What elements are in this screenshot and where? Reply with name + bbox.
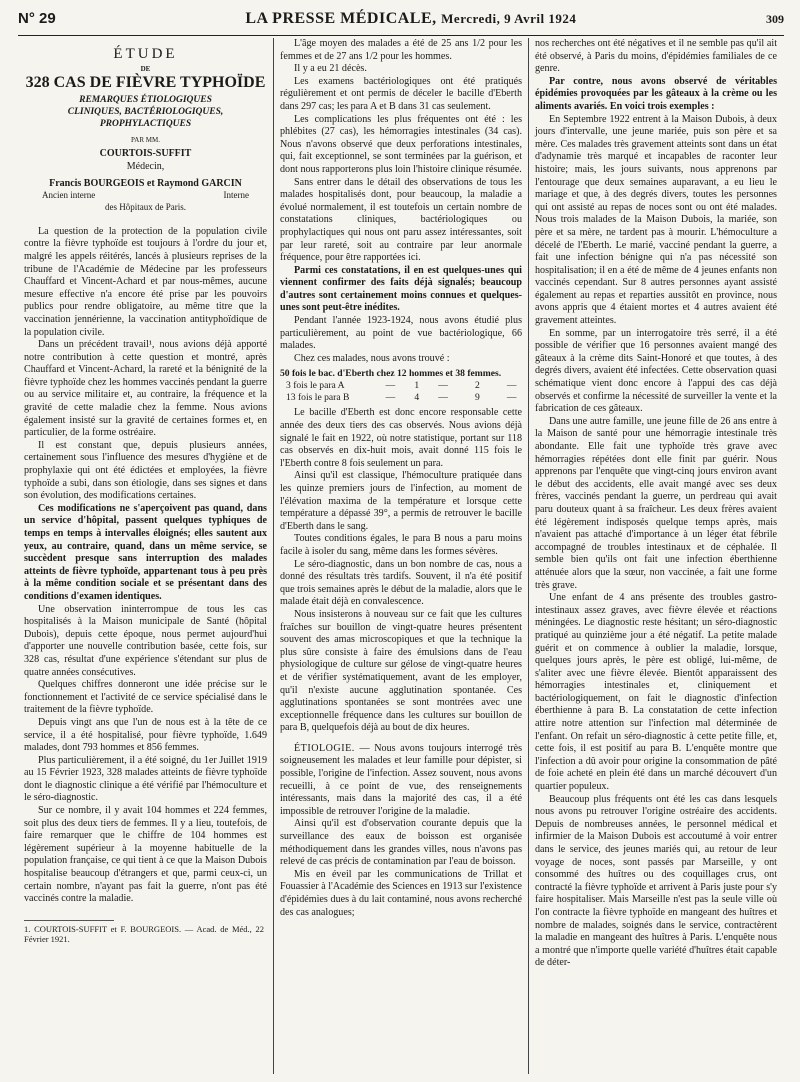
table-row-label: 13 fois le para B [286, 392, 350, 404]
article-title-block [24, 38, 267, 214]
article-title: 328 CAS DE FIÈVRE TYPHOÏDE [25, 74, 266, 92]
etiology-text: — Nous avons toujours interrogé très soigneusement les malades et leur famille pour dépister, si possible, l'origine de l'infection. Assez souvent, nous avons recueilli, à ce point de vue, des renseignements intéressants, mais dans la majorité des cas, il a été impossible de retrouver l'origine de la maladie. [280, 742, 522, 817]
table-men: 1 [414, 380, 420, 392]
table-dash: — [438, 392, 448, 404]
table-row [280, 380, 522, 392]
issue-number: N° 29 [18, 10, 56, 27]
col3-paragraph: Une enfant de 4 ans présente des troubles gastro-intestinaux assez graves, avec fièvre élevée et réactions méningées. Le diagnostic reste hésitant; un séro-diagnostic pratiqué au quinzième jour a été négatif. La petite malade guérit et on commence à oublier la maladie, lorsque, quelques jours après, le père est obligé, lui-même, de s'aliter avec une fièvre élevée. Bientôt apparaissent des hémorragies intestinales et, cliniquement et bactériologiquement, on fait le diagnostic d'infection éberthienne à para B. La constatation de cette infection attire notre attention sur l'infection mal déterminée de l'enfant. On refait un séro-diagnostic à cette petite fille, et, cette fois, il est positif au para B. L'enquête montre que l'infection a dû avoir pour origine la consommation de pâté de foie acheté en plein été dans un marché découvert d'un quartier populeux. [535, 592, 777, 793]
col1-paragraph: Quelques chiffres donneront une idée précise sur le fonctionnement et l'activité de ce service spécialisé dans le traitement de la fièvre typhoïde. [24, 679, 267, 716]
col1-paragraph: La question de la protection de la population civile contre la fièvre typhoïde est toujours à l'ordre du jour et, malgré les appels réitérés, lancés à plusieurs reprises de la tribune de l'Académie de Médecine par les professeurs Chauffard et Vincent-Achard et par nous-mêmes, aucune mesure effective n'a encore été prise par les pouvoirs publics pour rendre obligatoire, au même titre que la vaccination jennérienne, la vaccination antityphoïdique de la population civile. [24, 225, 267, 338]
table-women: 9 [474, 392, 480, 404]
col2-paragraph: Ainsi qu'il est classique, l'hémoculture pratiquée dans les quinze premiers jours de l'infection, au moment de l'élévation maxima de la température et lorsque cette température a dépassé 39°, a permis de retrouver le bacille d'Eberth dans le sang. [280, 470, 522, 532]
page-number: 309 [766, 12, 784, 26]
byline-par: PAR MM. [131, 135, 160, 144]
col3-paragraph: Par contre, nous avons observé de véritables épidémies provoquées par les gâteaux à la crème ou les aliments avariés. En voici trois exemples : [535, 75, 777, 112]
table-dash: — [385, 392, 396, 404]
coauthors: Francis BOURGEOIS et Raymond GARCIN [49, 177, 242, 189]
col1-paragraph: Ces modifications ne s'aperçoivent pas quand, dans un service d'hôpital, passent quelques typhiques de temps en temps à intervalles éloignés; elles sautent aux yeux, au contraire, quand, dans un même service, se succèdent presque sans interruption des malades atteints de fièvre typhoïde, appartenant tous à peu près à la même condition sociale et se présentant dans des conditions d'examen identiques. [24, 502, 267, 602]
column-1 [18, 38, 273, 1074]
journal-title-line [245, 10, 576, 28]
col1-paragraph: Sur ce nombre, il y avait 104 hommes et 224 femmes, soit plus des deux tiers de femmes. Il y a lieu, toutefois, de faire remarquer que le chiffre de 104 hommes est légèrement supérieur à la moyenne habituelle de la population française, ce qui tient à ce que la Maison Dubois hospitalise beaucoup d'étrangers et que, parmi ceux-ci, un certain nombre, n'ayant pas fait la guerre, n'ont pas été vaccinés contre la maladie. [24, 805, 267, 905]
table-dash: — [438, 380, 448, 392]
author-1: COURTOIS-SUFFIT [99, 148, 192, 160]
running-head [18, 10, 784, 36]
col1-paragraph: Il est constant que, depuis plusieurs années, certainement sous l'influence des mesures d'hygiène et de prophylaxie qui ont été édictées et employées, la fièvre typhoïde a subi, dans son étiologie, dans ses signes et dans son évolution, des modifications certaines. [24, 439, 267, 502]
col2-paragraph: L'âge moyen des malades a été de 25 ans 1/2 pour les femmes et de 27 ans 1/2 pour les hommes. [280, 38, 522, 62]
issue-date: Mercredi, 9 Avril 1924 [441, 11, 577, 26]
col3-paragraph: En Septembre 1922 entrent à la Maison Dubois, à deux jours d'intervalle, une jeune mariée, puis son père et sa mère. Ces malades très gravement atteints sont dans un état d'adynamie très marqué et incapables de raconter leur histoire; mais, les jours suivants, nous apprenons par l'entourage que deux semaines auparavant, a eu lieu le mariage et que, à des degrés divers, toutes les personnes qui ont assisté au repas de noces sont ou ont été malades. Nous trois malades de la Maison Dubois, la mariée, son père et sa mère, ne tardent pas à mourir. L'hémoculture a décelé de l'Eberth. Le marié, vacciné pendant la guerre, a fait une infection bénigne qui n'a pas nécessité son hospitalisation; il en a été de même de 4 jeunes enfants non vaccinés cependant. Sur 8 autres personnes ayant assisté également au repas et reparties aussitôt en province, nous avons appris que 4 étaient mortes et 4 autres avaient été gravement atteintes. [535, 113, 777, 327]
etiology-paragraph [280, 743, 522, 819]
article-subtitle-1: REMARQUES ÉTIOLOGIQUES [79, 94, 212, 105]
col2-paragraph: Pendant l'année 1923-1924, nous avons étudié plus particulièrement, au point de vue bactériologique, 66 malades. [280, 315, 522, 352]
column-2 [273, 38, 528, 1074]
article-columns [18, 38, 784, 1074]
table-women: 2 [474, 380, 480, 392]
col2-paragraph: Parmi ces constatations, il en est quelques-unes qui viennent confirmer des faits déjà signalés; beaucoup d'autres sont certainement moins connues et quelques-unes sont peut-être inédites. [280, 264, 522, 314]
table-row-label: 3 fois le para A [286, 380, 345, 392]
col3-paragraph: En somme, par un interrogatoire très serré, il a été possible de vérifier que 16 personnes avaient mangé des gâteaux à la crème dits Saint-Honoré et que toutes, à des degrés divers, avaient été infectées. Cette observation quasi schématique vient donc encore à l'appui des cas déjà observés et confirme la nécessité de surveiller la vente et la fabrication de ces gâteaux. [535, 327, 777, 415]
table-dash: — [385, 380, 396, 392]
journal-page [18, 10, 784, 1074]
affiliations [24, 190, 267, 201]
col2-paragraph: Ainsi qu'il est d'observation courante depuis que la surveillance des eaux de boisson est organisée méthodiquement dans les grandes villes, nous n'avons pas relevé de cas précis de contamination par l'eau de boisson. [280, 818, 522, 868]
col2-paragraph: Chez ces malades, nous avons trouvé : [294, 352, 450, 364]
table-row [280, 392, 522, 404]
table-head: 50 fois le bac. d'Eberth chez 12 hommes et 38 femmes. [280, 368, 502, 380]
col1-paragraph: Depuis vingt ans que l'un de nous est à la tête de ce service, il a été hospitalisé, pour fièvre typhoïde, 1.649 malades, dont 793 hommes et 856 femmes. [24, 716, 267, 754]
col2-paragraph: Il y a eu 21 décès. [294, 63, 367, 75]
bacteriology-table [280, 368, 522, 404]
col2-paragraph: Mis en éveil par les communications de Trillat et Fouassier à l'Académie des Sciences en 1913 sur l'existence d'épidémies dues à du lait contaminé, nous avons recherché des cas analogues; [280, 868, 522, 918]
col2-paragraph: Toutes conditions égales, le para B nous a paru moins facile à isoler du sang, même dans les formes sévères. [280, 533, 522, 557]
affiliation-hospital: des Hôpitaux de Paris. [105, 202, 186, 213]
affiliation-left: Ancien interne [42, 190, 96, 201]
etiology-heading: ÉTIOLOGIE. [294, 742, 355, 754]
table-dash: — [506, 392, 517, 404]
table-men: 4 [414, 392, 420, 404]
title-de: DE [140, 64, 151, 73]
journal-name: LA PRESSE MÉDICALE, [245, 10, 437, 27]
col3-paragraph: Beaucoup plus fréquents ont été les cas dans lesquels nous avons pu retrouver l'origine ostréaire des accidents. Depuis de nombreuses années, le personnel médical et infirmier de la Maison Dubois est accoutumé à voir entrer dans le service, des jeunes mariés qui, au retour de leur voyage de noces, sont passés par Marseille, y ont consommé des huîtres ou des coquillages crus, ont contracté la fièvre typhoïde et arrivent à Paris juste pour s'y faire hospitaliser. Mais Marseille n'est pas la seule ville où l'on contracte la fièvre typhoïde en mangeant des huîtres et nombre de malades, soignés dans le service, contractèrent la maladie en mangeant des huîtres à Paris. L'enquête nous a montré que n'importe quelle variété d'huîtres était capable de déter- [535, 793, 777, 969]
title-etude: ÉTUDE [113, 46, 178, 62]
col2-paragraph: Les examens bactériologiques ont été pratiqués régulièrement et ont permis de déceler le bacille d'Eberth dans 297 cas; les para A et B dans 31 cas seulement. [280, 75, 522, 112]
col2-paragraph: Sans entrer dans le détail des observations de tous les malades hospitalisés dont, pour beaucoup, la maladie a évolué normalement, il est toutefois un certain nombre de constatations cliniques, bactériologiques ou prophylactiques qui nous ont paru assez intéressantes, soit par leur rareté, soit au contraire par leur anormale fréquence, pour être rapportées ici. [280, 176, 522, 264]
col1-paragraph: Plus particulièrement, il a été soigné, du 1er Juillet 1919 au 15 Février 1923, 328 malades atteints de fièvre typhoïde dont le diagnostic clinique a été vérifié par l'hémoculture et le séro-diagnostic. [24, 754, 267, 804]
col2-paragraph: Nous insisterons à nouveau sur ce fait que les cultures fraîches sur bouillon de vingt-quatre heures présentent souvent des amas microscopiques et que la technique la plus sûre consiste à faire des émulsions dans de l'eau physiologique de culture sur gélose de vingt-quatre heures et de vérifier systématiquement, avant de les employer, qu'il n'existe aucune agglutination spontanée. Ces agglutinations spontanées se sont montrées avec une exceptionnelle fréquence dans les cultures sur bouillon de para B, quelquefois déjà au bout de dix heures. [280, 608, 522, 734]
article-subtitle-2: CLINIQUES, BACTÉRIOLOGIQUES, PROPHYLACTIQUES [67, 106, 224, 129]
author-1-role: Médecin, [126, 160, 165, 172]
column-3 [528, 38, 783, 1074]
col1-paragraph: Dans un précédent travail¹, nous avions déjà apporté notre contribution à cette question et montré, après Chauffard et Vincent-Achard, la rareté et la bénignité de la fièvre typhoïde chez les hommes vaccinés pendant la guerre ou au service militaire et, au contraire, la fréquence et la gravité de cette maladie chez la femme. Nous avions également insisté sur la gravité de certaines formes et, en particulier, de la forme ostréaire. [24, 339, 267, 439]
col3-paragraph: nos recherches ont été négatives et il ne semble pas qu'il ait été observé, à Paris du moins, d'épidémies familiales de ce genre. [535, 38, 777, 75]
col2-paragraph: Les complications les plus fréquentes ont été : les phlébites (27 cas), les hémorragies intestinales (34 cas). Nous n'avons observé que deux perforations intestinales, qui, fait exceptionnel, se sont terminées par la guérison, et dont nous rapporterons plus loin l'histoire clinique résumée. [280, 113, 522, 175]
affiliation-right: Interne [223, 190, 249, 201]
table-dash: — [506, 380, 517, 392]
col2-paragraph: Le bacille d'Eberth est donc encore responsable cette année des deux tiers des cas observés. Nous avions déjà signalé le fait en 1922, où notre statistique, portant sur 118 cas observés en dix-huit mois, avait donné 115 fois le l'Eberth contre 8 fois seulement un para. [280, 407, 522, 469]
col3-paragraph: Dans une autre famille, une jeune fille de 26 ans entre à la Maison de santé pour une hémorragie intestinale très abondante. Elle fait une typhoïde très grave avec hémorragies répétées dont elle finit par guérir. Nous apprenons par l'enquête que vingt-cinq jours environ avant le début des accidents, elle avait mangé avec ses deux frères, vaccinés pendant la guerre, un perdreau qui avait paru douteux quant à sa fraîcheur. Les deux frères avaient été légèrement indisposés quelque temps après, mais n'avaient pas attaché d'importance à un léger état fébrile accompagné de troubles intestinaux et de céphalée. Il semble bien qu'ils ont fait une infection éberthienne atténuée alors que la sœur, non vaccinée, a fait une forme très grave. [535, 415, 777, 591]
col1-paragraph: Une observation ininterrompue de tous les cas hospitalisés à la Maison municipale de Santé (hôpital Dubois), depuis cette époque, nous permet aujourd'hui d'apporter une nouvelle contribution basée, cette fois, sur 328 cas, résultat d'une expérience s'étendant sur plus de quatre années consécutives. [24, 603, 267, 678]
col2-paragraph: Le séro-diagnostic, dans un bon nombre de cas, nous a donné des résultats très tardifs. Souvent, il n'a été positif que trois semaines après le début de la maladie, alors que le malade était déjà en convalescence. [280, 558, 522, 608]
footnote: 1. COURTOIS-SUFFIT et F. BOURGEOIS. — Acad. de Méd., 22 Février 1921. [24, 923, 264, 944]
